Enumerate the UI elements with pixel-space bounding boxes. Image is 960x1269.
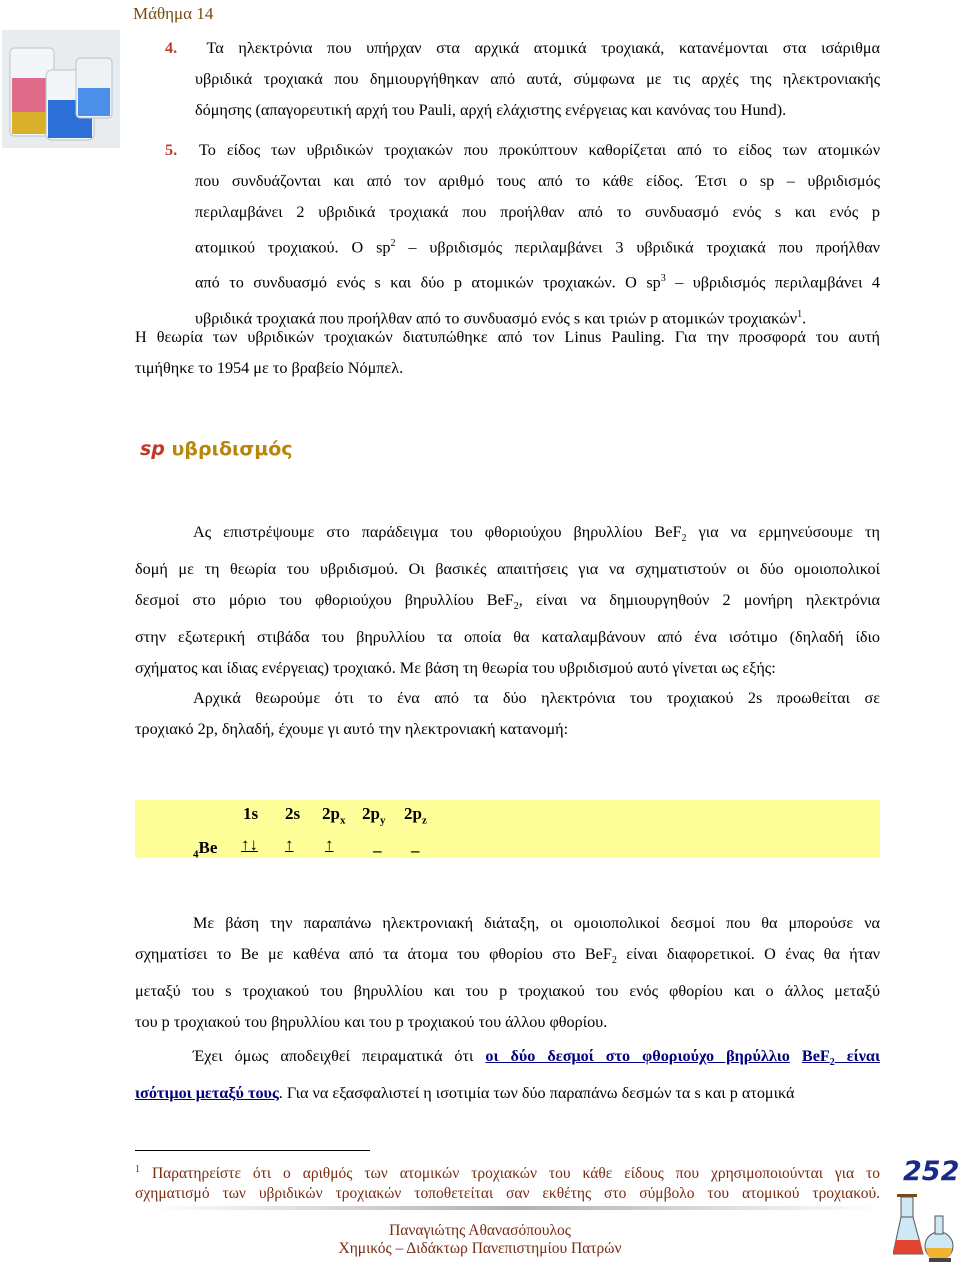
footer-divider: [150, 1204, 880, 1212]
paragraph-3: [135, 908, 880, 1038]
paragraph-3-text-2a: σχηματίσει το Be με καθένα από τα άτομα του φθορίου στο BeF: [135, 945, 612, 963]
paragraph-1-line-2: δομή με τη θεωρία του υβριδισμού. Οι βασικές απαιτήσεις για να σχηματιστούν οι δύο ομοιοπολικοί: [135, 560, 880, 579]
bef2-subscript: 2: [611, 955, 617, 967]
item-5-line-3: [135, 197, 880, 228]
paragraph-3-line-3: μεταξύ του s τροχιακού του βηρυλλίου και του p τροχιακού του ενός φθορίου και ο άλλος μεταξύ: [135, 982, 880, 1001]
item-5-text-6b: .: [802, 309, 807, 328]
paragraph-1-text-3b: , είναι να δημιουργηθούν 2 μονήρη ηλεκτρόνια: [518, 591, 880, 610]
beryllium-symbol: [193, 838, 217, 860]
orbital-2pz-text: 2p: [404, 804, 422, 823]
item-4-line-1: [135, 33, 880, 64]
lesson-label: Μάθημα 14: [133, 4, 214, 23]
item-4-text-2: υβριδικά τροχιακά που δημιουργήθηκαν από αυτά, σύμφωνα με τις αρχές της ηλεκτρονιακής: [195, 70, 880, 88]
paragraph-3-line-1: Με βάση την παραπάνω ηλεκτρονιακή διάταξη, οι ομοιοπολικοί δεσμοί που θα μπορούσε να: [193, 914, 880, 932]
item-5-text-1: Το είδος των υβριδικών τροχιακών που προκύπτουν καθορίζεται από το είδος των ατομικών: [199, 141, 881, 159]
item-5-line-2: [135, 166, 880, 197]
paragraph-3-line-4: του p τροχιακού του βηρυλλίου και του p τροχιακού του άλλου φθορίου.: [135, 1013, 608, 1032]
electron-2s: ↑: [285, 835, 294, 854]
author-name: Παναγιώτης Αθανασόπουλος: [389, 1222, 571, 1239]
sp2-superscript: 2: [390, 238, 396, 249]
item-5-text-2: που συνδυάζονται και από τον αριθμό τους από το κάθε είδος. Έτσι ο sp – υβριδισμός: [195, 172, 880, 190]
orbital-2s-label: 2s: [285, 804, 301, 823]
item-5-text-4b: – υβριδισμός περιλαμβάνει 3 υβριδικά τροχιακά που προήλθαν: [395, 238, 880, 257]
item-4-number: 4.: [165, 39, 178, 57]
beryllium-text: Be: [198, 838, 218, 857]
item-5-line-5: [135, 263, 880, 298]
paragraph-4-text-2b: . Για να εξασφαλιστεί η ισοτιμία των δύο παραπάνω δεσμών τα s και p ατομικά: [278, 1084, 795, 1103]
footnote-line-1: [135, 1160, 880, 1184]
empty-2py: _: [373, 835, 382, 854]
item-5-text-4a: ατομικού τροχιακού. Ο sp: [195, 238, 391, 257]
bef2-subscript: 2: [681, 533, 687, 545]
item-5-text-5b: – υβριδισμός περιλαμβάνει 4: [665, 273, 881, 292]
pauling-line-2: τιμήθηκε το 1954 με το βραβείο Νόμπελ.: [135, 359, 404, 377]
item-4-line-2: [135, 64, 880, 95]
paragraph-1-line-5: σχήματος και ίδιας ενέργειας) τροχιακό. Με βάση τη θεωρία του υβριδισμού αυτό γίνεται ως εξής:: [135, 659, 776, 678]
paragraph-1-text-1b: για να ερμηνεύσουμε τη: [686, 523, 880, 541]
footnote-ref: 1: [797, 308, 803, 320]
paragraph-3-line-2: [135, 939, 880, 976]
sp3-superscript: 3: [660, 273, 666, 285]
paragraph-2-line-2: τροχιακό 2p, δηλαδή, έχουμε γι αυτό την ηλεκτρονιακή κατανομή:: [135, 720, 569, 738]
pauling-line-1: Η θεωρία των υβριδικών τροχιακών διατυπώθηκε από τον Linus Pauling. Για την προσφορά του αυτή: [135, 328, 880, 346]
section-heading-sp: sp: [140, 438, 165, 460]
footnote-divider: [135, 1150, 370, 1151]
orbital-2px-label: [322, 804, 345, 826]
orbital-2py-label: [362, 804, 385, 826]
empty-2pz: _: [411, 835, 420, 854]
electron-2px: ↑: [325, 835, 334, 854]
section-heading: [140, 438, 293, 460]
footnote: [135, 1160, 880, 1204]
paragraph-4-text-1a: Έχει όμως αποδειχθεί πειραματικά ότι: [193, 1047, 486, 1065]
pauling-paragraph: [135, 322, 880, 384]
paragraph-2-line-1: Αρχικά θεωρούμε ότι το ένα από τα δύο ηλεκτρόνια του τροχιακού 2s προωθείται σε: [193, 689, 880, 707]
item-4: [135, 33, 880, 126]
item-5-line-4: [135, 228, 880, 263]
equivalent-bonds-link[interactable]: οι δύο δεσμοί στο φθοριούχο βηρύλλιο: [485, 1047, 790, 1065]
paragraph-2: [135, 683, 880, 745]
item-4-line-3: [135, 95, 880, 126]
bef2-link-sub: 2: [829, 1057, 835, 1069]
bef2-link-text: BeF: [801, 1047, 830, 1065]
paragraph-4: [135, 1041, 880, 1109]
item-5-text-5a: από το συνδυασμό ενός s και δύο p ατομικών τροχιακών. Ο sp: [195, 273, 661, 292]
paragraph-1-line-3: [135, 585, 880, 622]
orbital-2py-sub: y: [379, 814, 386, 827]
item-4-text-1: Τα ηλεκτρόνια που υπήρχαν στα αρχικά ατομικά τροχιακά, κατανέμονται στα ισάριθμα: [206, 39, 880, 57]
paragraph-1-line-1: [135, 517, 880, 554]
footnote-marker: 1: [135, 1164, 140, 1175]
footnote-text-1: Παρατηρείστε ότι ο αριθμός των ατομικών τροχιακών του κάθε είδους που χρησιμοποιούνται για το: [140, 1165, 880, 1183]
footnote-line-2: σχηματισμό των υβριδικών τροχιακών τοποθετείται σαν εκθέτης στο σύμβολο του ατομικού τροχιακού.: [135, 1185, 880, 1203]
beakers-image: [2, 30, 120, 148]
bef2-link-tail: είναι: [834, 1047, 880, 1065]
paragraph-1-text-3a: δεσμοί στο μόριο του φθοριούχου βηρυλλίου BeF: [135, 591, 514, 610]
paragraph-4-line-1: [135, 1041, 880, 1078]
section-heading-title: υβριδισμός: [164, 438, 293, 460]
paragraph-3-text-2b: είναι διαφορετικοί. Ο ένας θα ήταν: [616, 945, 880, 963]
item-5-number: 5.: [165, 141, 178, 159]
item-5-line-1: [135, 135, 880, 166]
paragraph-1-line-4: στην εξωτερική στιβάδα του βηρυλλίου τα οποία θα καταλαμβάνουν από ένα ισότιμο (δηλαδή ίδιο: [135, 628, 880, 647]
page-number: 252: [903, 1156, 960, 1187]
orbital-2pz-sub: z: [421, 814, 427, 827]
orbital-2px-text: 2p: [322, 804, 340, 823]
author-title: Χημικός – Διδάκτωρ Πανεπιστημίου Πατρών: [338, 1240, 622, 1257]
atomic-number: 4: [193, 848, 199, 861]
paragraph-4-line-2: [135, 1078, 880, 1109]
orbital-2px-sub: x: [339, 814, 346, 827]
bef2-subscript: 2: [513, 601, 519, 613]
item-5-text-6a: υβριδικά τροχιακά που προήλθαν από το συνδυασμό ενός s και τριών p ατομικών τροχιακών: [195, 309, 798, 328]
paragraph-1-text-1a: Ας επιστρέψουμε στο παράδειγμα του φθοριούχου βηρυλλίου BeF: [193, 523, 682, 541]
item-5: [135, 135, 880, 334]
equivalent-link-2[interactable]: ισότιμοι μεταξύ τους: [135, 1084, 279, 1103]
orbital-2pz-label: [404, 804, 427, 826]
bef2-link[interactable]: [801, 1047, 880, 1069]
paragraph-1: [135, 517, 880, 684]
orbital-2py-text: 2p: [362, 804, 380, 823]
orbital-1s-label: 1s: [243, 804, 259, 823]
item-4-text-3: δόμησης (απαγορευτική αρχή του Pauli, αρχή ελάχιστης ενέργειας και κανόνας του Hund).: [195, 101, 787, 119]
item-5-text-3: περιλαμβάνει 2 υβριδικά τροχιακά που προήλθαν από το συνδυασμό ενός s και ενός p: [195, 203, 880, 221]
electron-pair-1s: ↑↓: [241, 835, 258, 854]
